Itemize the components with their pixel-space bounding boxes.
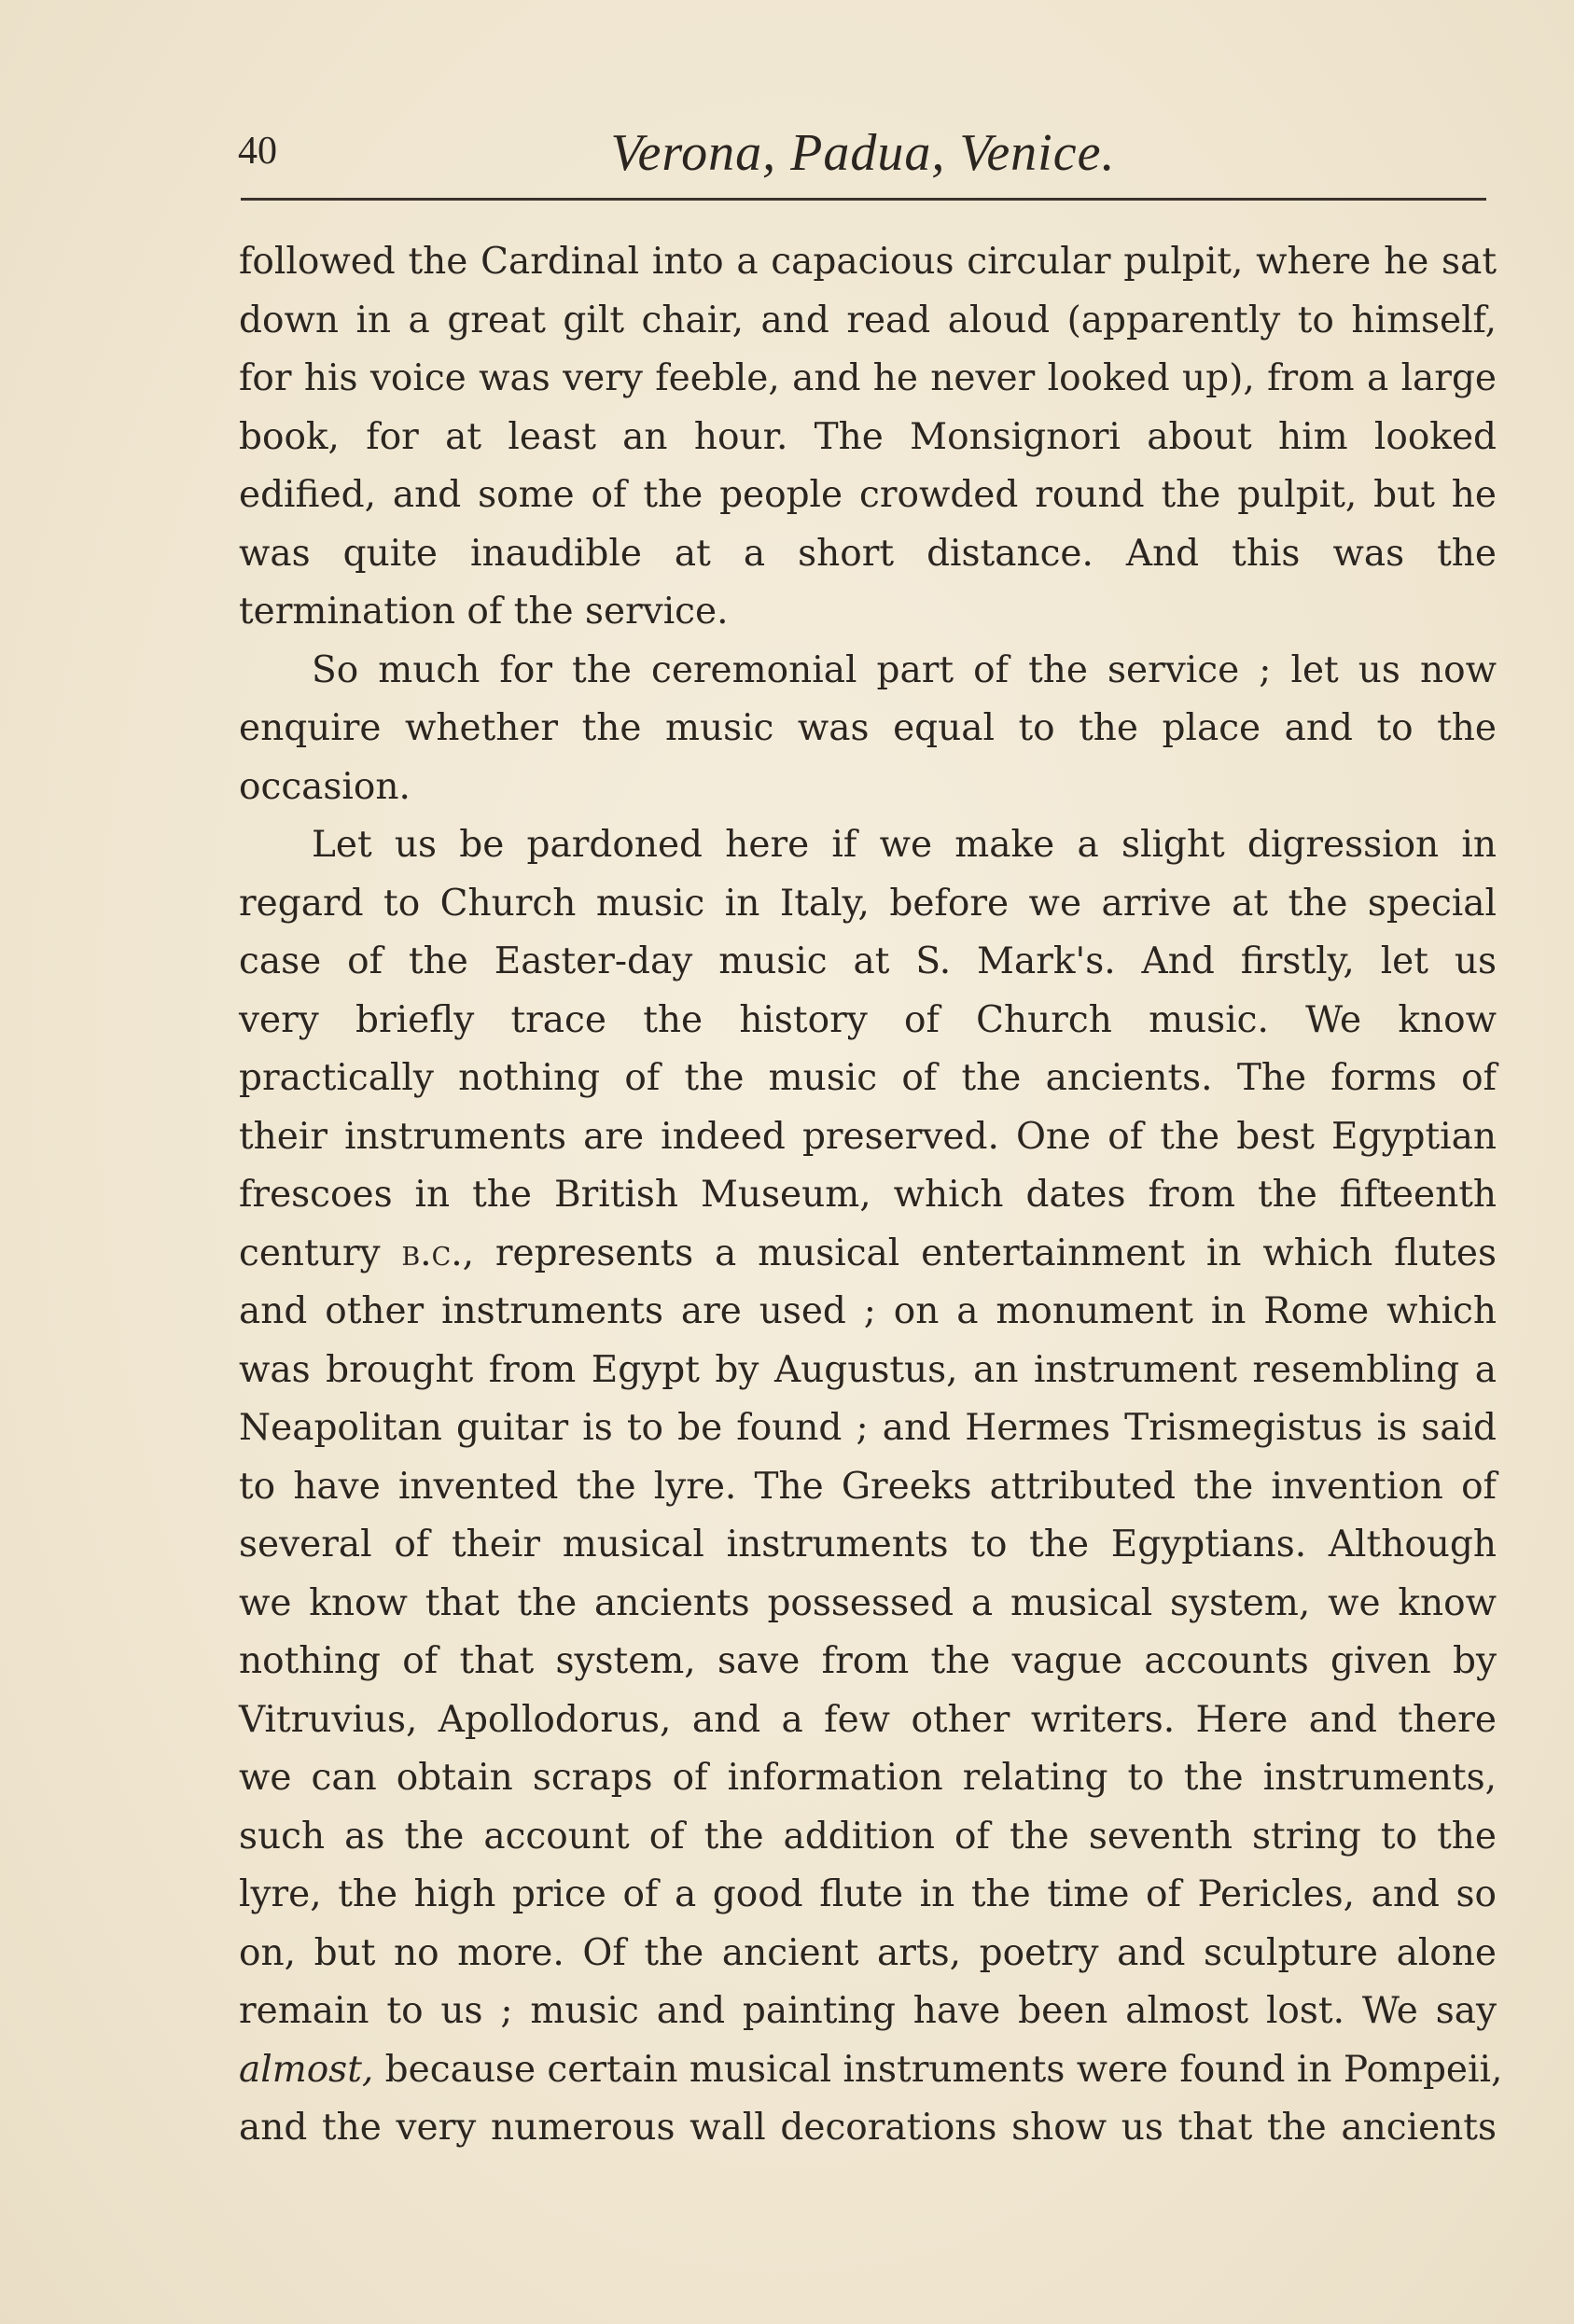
text-line: lyre, the high price of a good flute in the time of Pericles, and so [239, 1873, 1497, 1915]
text-line: century b.c., represents a musical entertainment in which flutes [239, 1232, 1497, 1274]
text-line: So much for the ceremonial part of the service ; let us now [312, 648, 1497, 691]
page-number: 40 [238, 130, 277, 173]
text-line: for his voice was very feeble, and he never looked up), from a large [239, 357, 1497, 399]
text-line: very briefly trace the history of Church music. We know [239, 998, 1497, 1041]
text-line: on, but no more. Of the ancient arts, poetry and sculpture alone [239, 1931, 1497, 1974]
text-line: Let us be pardoned here if we make a slight digression in [312, 824, 1497, 866]
text-line: regard to Church music in Italy, before we arrive at the special [239, 882, 1497, 925]
text-line: several of their musical instruments to the Egyptians. Although [239, 1524, 1497, 1566]
text-line: followed the Cardinal into a capacious circular pulpit, where he sat [239, 241, 1497, 283]
text-line: termination of the service. [239, 591, 729, 633]
text-line: their instruments are indeed preserved. One of the best Egyptian [239, 1115, 1497, 1158]
text-line: to have invented the lyre. The Greeks attributed the invention of [239, 1465, 1497, 1508]
text-line: Neapolitan guitar is to be found ; and Hermes Trismegistus is said [239, 1407, 1497, 1449]
text-line: almost, because certain musical instruments were found in Pompeii, [239, 2048, 1503, 2091]
text-line: Vitruvius, Apollodorus, and a few other writers. Here and there [239, 1698, 1497, 1741]
body-text [239, 233, 1503, 2158]
text-line: we know that the ancients possessed a musical system, we know [239, 1581, 1497, 1624]
text-line: was brought from Egypt by Augustus, an instrument resembling a [239, 1348, 1497, 1391]
text-line: edified, and some of the people crowded round the pulpit, but he [239, 474, 1497, 516]
text-line: enquire whether the music was equal to the place and to the [239, 707, 1497, 749]
text-line: such as the account of the addition of the seventh string to the [239, 1815, 1497, 1858]
text-line: book, for at least an hour. The Monsignori about him looked [239, 415, 1497, 458]
header-rule [241, 198, 1486, 201]
paragraph [239, 233, 1497, 642]
paragraph [239, 642, 1497, 817]
text-line: and other instruments are used ; on a monument in Rome which [239, 1290, 1497, 1332]
text-line: was quite inaudible at a short distance. And this was the [239, 532, 1497, 575]
text-line: and the very numerous wall decorations show us that the ancients [239, 2107, 1497, 2149]
text-line: remain to us ; music and painting have been almost lost. We say [239, 1990, 1497, 2032]
text-line: occasion. [239, 765, 411, 808]
text-line: we can obtain scraps of information relating to the instruments, [239, 1757, 1497, 1799]
text-line: frescoes in the British Museum, which dates from the fifteenth [239, 1174, 1497, 1216]
text-line: nothing of that system, save from the vague accounts given by [239, 1640, 1497, 1682]
page-header [238, 112, 1488, 196]
text-line: case of the Easter-day music at S. Mark's. And firstly, let us [239, 940, 1497, 982]
text-line: down in a great gilt chair, and read aloud (apparently to himself, [239, 299, 1497, 341]
running-title: Verona, Padua, Venice. [610, 124, 1116, 182]
text-line: practically nothing of the music of the ancients. The forms of [239, 1057, 1497, 1099]
paragraph [239, 816, 1503, 2158]
